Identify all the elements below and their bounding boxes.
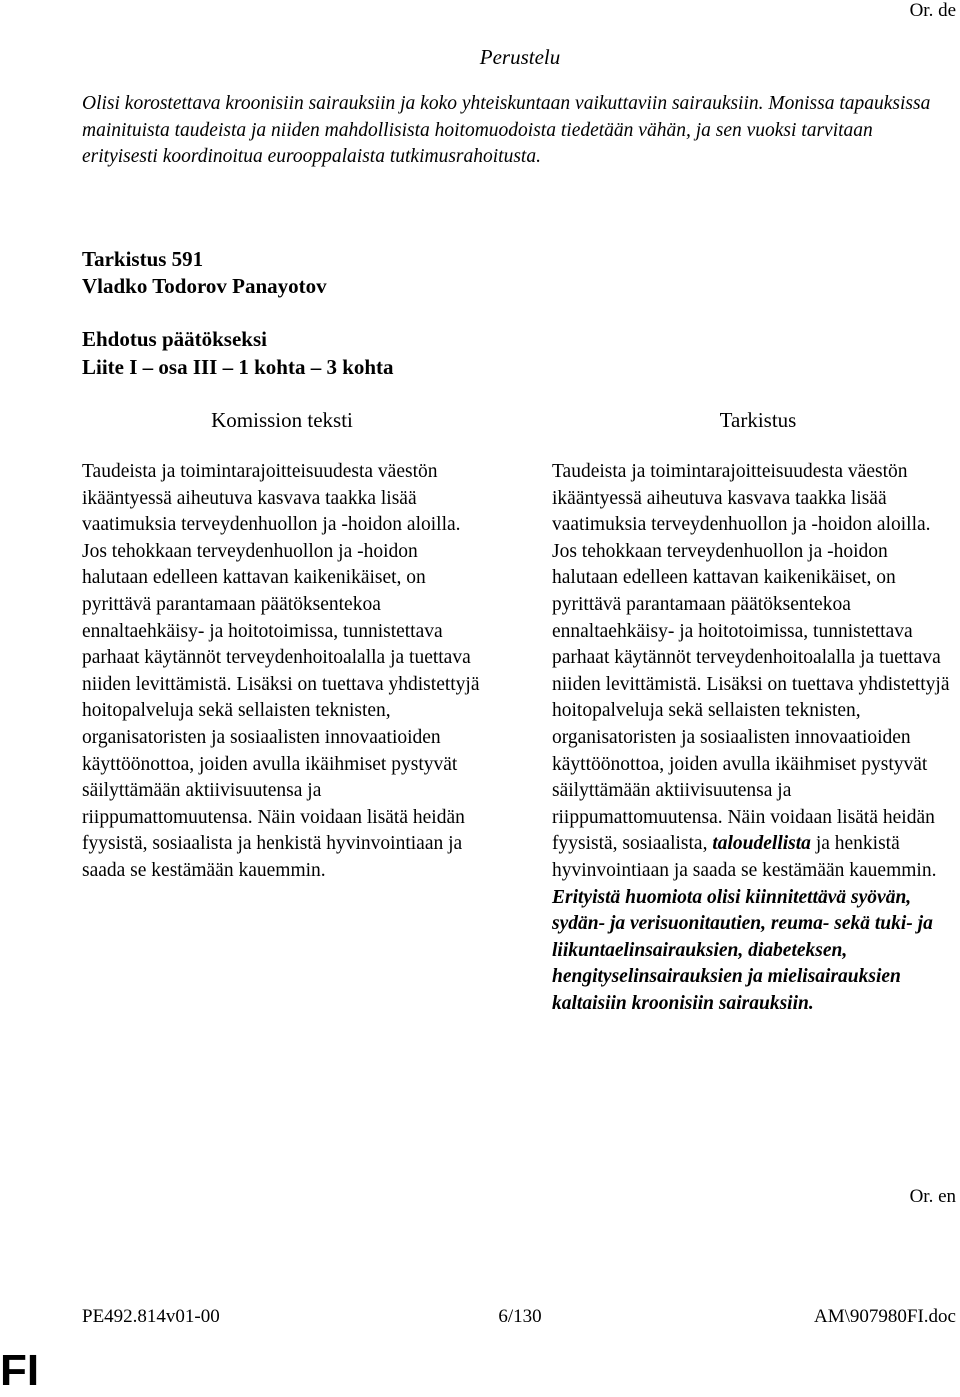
amendment-heading: Tarkistus xyxy=(719,408,797,432)
commission-text-heading: Komission teksti xyxy=(211,408,353,432)
footer-page-number: 6/130 xyxy=(498,1306,542,1327)
language-code: FI xyxy=(0,1346,40,1395)
amendment-text xyxy=(552,459,952,1017)
commission-text: Taudeista ja toimintarajoitteisuudesta väestön ikääntyessä aiheutuva kasvava taakka lisää vaatimuksia terveydenhuollon ja -hoidon aloilla. Jos tehokkaan terveydenhuollon ja -hoidon halutaan edelleen kattavan kaikenikäiset, on pyrittävä parantamaan päätöksentekoa ennaltaehkäisy- ja hoitotoimissa, tunnistettava parhaat käytännöt terveydenhoitoalalla ja tuettava niiden levittämistä. Lisäksi on tuettava yhdistettyjä hoitopalveluja sekä sellaisten teknisten, organisatoristen ja sosiaalisten innovaatioiden käyttöönottoa, joiden avulla ikäihmiset pystyvät säilyttämään aktiivisuutensa ja riippumattomuutensa. Näin voidaan lisätä heidän fyysistä, sosiaalista ja henkistä hyvinvointiaan ja saada se kestämään kauemmin. xyxy=(82,461,480,881)
original-language-top: Or. de xyxy=(909,0,956,21)
justification-text: Olisi korostettava kroonisiin sairauksiin ja koko yhteiskuntaan vaikuttaviin sairauksiin. Monissa tapauksissa mainituista taudeista ja niiden mahdollisista hoitomuodoista tiedetään vähän, ja sen vuoksi tarvitaan erityisesti koordinoitua eurooppalaista tutkimusrahoitusta. xyxy=(82,93,931,168)
footer-doc-ref: PE492.814v01-00 xyxy=(82,1306,220,1327)
amendment-number: Tarkistus 591 xyxy=(82,247,204,271)
amendment-inserted-text: taloudellista xyxy=(712,833,811,855)
amendment-article: Liite I – osa III – 1 kohta – 3 kohta xyxy=(82,355,394,379)
footer-file-name: AM\907980FI.doc xyxy=(814,1306,956,1327)
amendment-document: Ehdotus päätökseksi xyxy=(82,327,267,351)
amendment-text-part: Taudeista ja toimintarajoitteisuudesta väestön ikääntyessä aiheutuva kasvava taakka lisää vaatimuksia terveydenhuollon ja -hoidon aloilla. Jos tehokkaan terveydenhuollon ja -hoidon halutaan edelleen kattavan kaikenikäiset, on pyrittävä parantamaan päätöksentekoa ennaltaehkäisy- ja hoitotoimissa, tunnistettava parhaat käytännöt terveydenhoitoalalla ja tuettava niiden levittämistä. Lisäksi on tuettava yhdistettyjä hoitopalveluja sekä sellaisten teknisten, organisatoristen ja sosiaalisten innovaatioiden käyttöönottoa, joiden avulla ikäihmiset pystyvät säilyttämään aktiivisuutensa ja riippumattomuutensa. Näin voidaan lisätä heidän fyysistä, sosiaalista, xyxy=(552,461,950,855)
justification-title: Perustelu xyxy=(479,45,561,69)
original-language-bottom: Or. en xyxy=(909,1186,956,1207)
amendment-author: Vladko Todorov Panayotov xyxy=(82,274,327,298)
amendment-text-part: ja henkistä hyvinvointiaan ja saada se kestämään kauemmin. xyxy=(552,833,937,881)
amendment-inserted-text: Erityistä huomiota olisi kiinnitettävä syövän, sydän- ja verisuonitautien, reuma- sekä tuki- ja liikuntaelinsairauksien, diabeteksen, hengityselinsairauksien ja mielisairauksien kaltaisiin kroonisiin sairauksiin. xyxy=(552,886,933,1014)
